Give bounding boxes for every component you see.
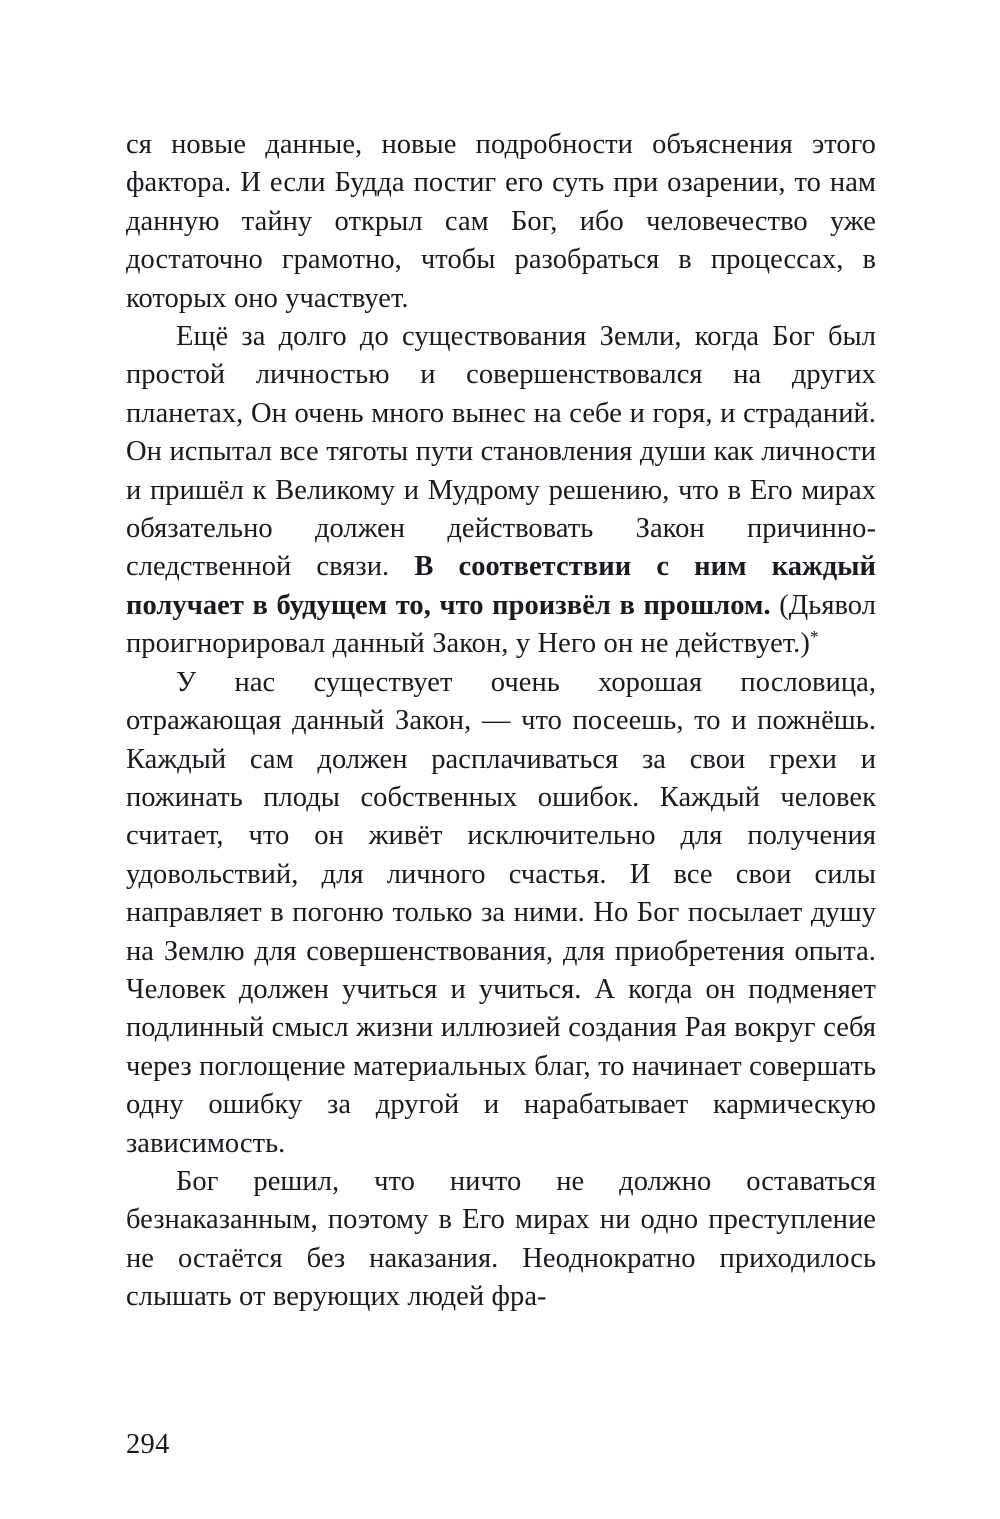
paragraph-3: У нас существует очень хорошая пословица, отражающая данный Закон, — что посеешь, то и пожнёшь. Каждый сам должен расплачиваться за свои грехи и пожинать плоды собственных ошибок. Каждый человек считает, что он живёт исключительно для получения удовольствий, для личного счастья. И все свои силы направляет в погоню только за ними. Но Бог посылает душу на Землю для совершенствования, для приобретения опыта. Человек должен учиться и учиться. А когда он подменяет подлинный смысл жизни иллюзией создания Рая вокруг себя через поглощение материальных благ, то начинает совершать одну ошибку за другой и нарабатывает кармическую зависимость. <box>126 666 876 1159</box>
paragraph-1: ся новые данные, новые подробности объяснения этого фактора. И если Будда постиг его суть при озарении, то нам данную тайну открыл сам Бог, ибо человечество уже достаточно грамотно, чтобы разобраться в процессах, в которых оно участвует. <box>126 129 876 314</box>
page-number: 294 <box>126 1429 170 1460</box>
paragraph-2-emphasized-law-statement: В соответствии с ним каждый получает в будущем то, что произвёл в прошлом. <box>126 551 876 621</box>
paragraph-2-lead-text: Ещё за долго до существования Земли, когда Бог был простой личностью и совершенствовался на других планетах, Он очень много вынес на себе и горя, и страданий. Он испытал все тяготы пути становления души как личности и пришёл к Великому и Мудрому решению, что в Его мирах обязательно должен действовать Закон причинно-следственной связи. <box>126 321 876 583</box>
paragraph-2-tail-text: (Дьявол проигнорировал данный Закон, у Него он не действует.) <box>126 589 877 660</box>
paragraph-2 <box>126 318 876 664</box>
footnote-asterisk-marker: * <box>809 627 819 648</box>
text-column <box>126 126 876 1317</box>
paragraph-4: Бог решил, что ничто не должно оставаться безнаказанным, поэтому в Его мирах ни одно преступление не остаётся без наказания. Неоднократно приходилось слышать от верующих людей фра- <box>126 1165 876 1313</box>
